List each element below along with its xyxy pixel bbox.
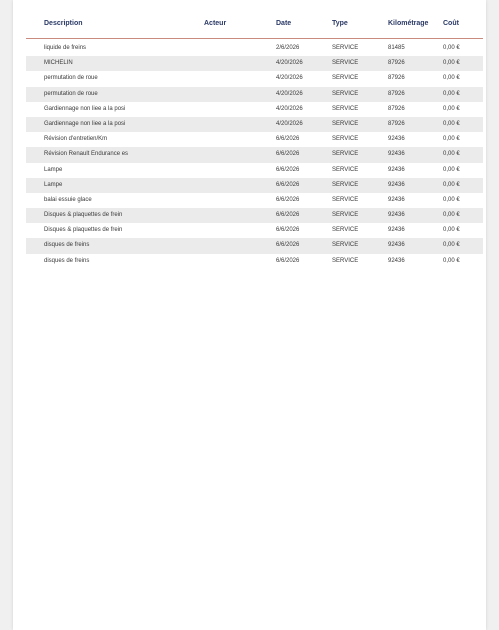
cell-description: disques de freins <box>44 257 90 264</box>
cell-date: 4/20/2026 <box>276 90 303 97</box>
table-row <box>26 238 483 253</box>
table-row <box>26 193 483 208</box>
table-row <box>26 102 483 117</box>
table-header <box>26 9 483 39</box>
header-acteur: Acteur <box>204 20 227 27</box>
cell-kilometrage: 92436 <box>388 227 405 234</box>
report-page <box>13 0 486 630</box>
cell-type: SERVICE <box>332 212 359 219</box>
cell-kilometrage: 92436 <box>388 196 405 203</box>
cell-kilometrage: 92436 <box>388 212 405 219</box>
cell-cout: 0,00 € <box>443 166 460 173</box>
cell-kilometrage: 92436 <box>388 257 405 264</box>
cell-cout: 0,00 € <box>443 136 460 143</box>
maintenance-table <box>26 9 483 269</box>
cell-date: 4/20/2026 <box>276 60 303 67</box>
cell-cout: 0,00 € <box>443 60 460 67</box>
cell-date: 6/6/2026 <box>276 136 300 143</box>
cell-cout: 0,00 € <box>443 105 460 112</box>
cell-date: 6/6/2026 <box>276 151 300 158</box>
cell-cout: 0,00 € <box>443 45 460 51</box>
cell-kilometrage: 87926 <box>388 105 405 112</box>
cell-type: SERVICE <box>332 242 359 249</box>
table-row <box>26 41 483 56</box>
cell-description: Révision d'entretien/Km <box>44 136 108 143</box>
cell-description: permutation de roue <box>44 90 98 97</box>
cell-type: SERVICE <box>332 257 359 264</box>
table-row <box>26 223 483 238</box>
cell-date: 4/20/2026 <box>276 105 303 112</box>
table-row <box>26 56 483 71</box>
cell-cout: 0,00 € <box>443 212 460 219</box>
cell-cout: 0,00 € <box>443 90 460 97</box>
cell-description: liquide de freins <box>44 45 87 51</box>
cell-cout: 0,00 € <box>443 181 460 188</box>
cell-date: 6/6/2026 <box>276 212 300 219</box>
table-row <box>26 163 483 178</box>
cell-date: 6/6/2026 <box>276 227 300 234</box>
cell-kilometrage: 92436 <box>388 242 405 249</box>
cell-description: Gardiennage non liee a la posi <box>44 120 126 127</box>
header-date: Date <box>276 20 292 27</box>
cell-cout: 0,00 € <box>443 75 460 82</box>
cell-description: MICHELIN <box>44 60 73 67</box>
table-row <box>26 208 483 223</box>
cell-cout: 0,00 € <box>443 120 460 127</box>
cell-type: SERVICE <box>332 227 359 234</box>
cell-date: 6/6/2026 <box>276 181 300 188</box>
cell-type: SERVICE <box>332 45 359 51</box>
cell-type: SERVICE <box>332 166 359 173</box>
table-row <box>26 178 483 193</box>
cell-date: 2/6/2026 <box>276 45 300 51</box>
cell-type: SERVICE <box>332 120 359 127</box>
header-kilometrage: Kilométrage <box>388 20 429 27</box>
cell-type: SERVICE <box>332 90 359 97</box>
table-row <box>26 254 483 269</box>
cell-type: SERVICE <box>332 196 359 203</box>
cell-kilometrage: 92436 <box>388 151 405 158</box>
cell-description: disques de freins <box>44 242 90 249</box>
cell-kilometrage: 92436 <box>388 136 405 143</box>
cell-description: balai essuie glace <box>44 196 92 203</box>
cell-description: Révision Renault Endurance es <box>44 151 129 158</box>
cell-type: SERVICE <box>332 105 359 112</box>
cell-cout: 0,00 € <box>443 151 460 158</box>
cell-description: Lampe <box>44 166 63 173</box>
cell-type: SERVICE <box>332 181 359 188</box>
cell-type: SERVICE <box>332 60 359 67</box>
header-cout: Coût <box>443 20 459 27</box>
cell-kilometrage: 92436 <box>388 181 405 188</box>
cell-date: 6/6/2026 <box>276 257 300 264</box>
cell-description: Lampe <box>44 181 63 188</box>
cell-kilometrage: 92436 <box>388 166 405 173</box>
cell-description: permutation de roue <box>44 75 98 82</box>
cell-date: 6/6/2026 <box>276 196 300 203</box>
cell-kilometrage: 81485 <box>388 45 405 51</box>
cell-kilometrage: 87926 <box>388 75 405 82</box>
cell-type: SERVICE <box>332 75 359 82</box>
table-row <box>26 71 483 86</box>
cell-cout: 0,00 € <box>443 257 460 264</box>
cell-kilometrage: 87926 <box>388 60 405 67</box>
cell-date: 4/20/2026 <box>276 75 303 82</box>
cell-date: 6/6/2026 <box>276 242 300 249</box>
table-row <box>26 117 483 132</box>
header-description: Description <box>44 20 83 27</box>
header-type: Type <box>332 20 348 27</box>
cell-type: SERVICE <box>332 136 359 143</box>
cell-description: Disques & plaquettes de frein <box>44 212 123 219</box>
cell-kilometrage: 87926 <box>388 120 405 127</box>
table-row <box>26 132 483 147</box>
cell-type: SERVICE <box>332 151 359 158</box>
cell-description: Gardiennage non liee a la posi <box>44 105 126 112</box>
cell-cout: 0,00 € <box>443 227 460 234</box>
table-row <box>26 147 483 162</box>
table-row <box>26 87 483 102</box>
cell-date: 4/20/2026 <box>276 120 303 127</box>
cell-description: Disques & plaquettes de frein <box>44 227 123 234</box>
cell-kilometrage: 87926 <box>388 90 405 97</box>
cell-cout: 0,00 € <box>443 196 460 203</box>
cell-date: 6/6/2026 <box>276 166 300 173</box>
table-body <box>26 41 483 269</box>
cell-cout: 0,00 € <box>443 242 460 249</box>
